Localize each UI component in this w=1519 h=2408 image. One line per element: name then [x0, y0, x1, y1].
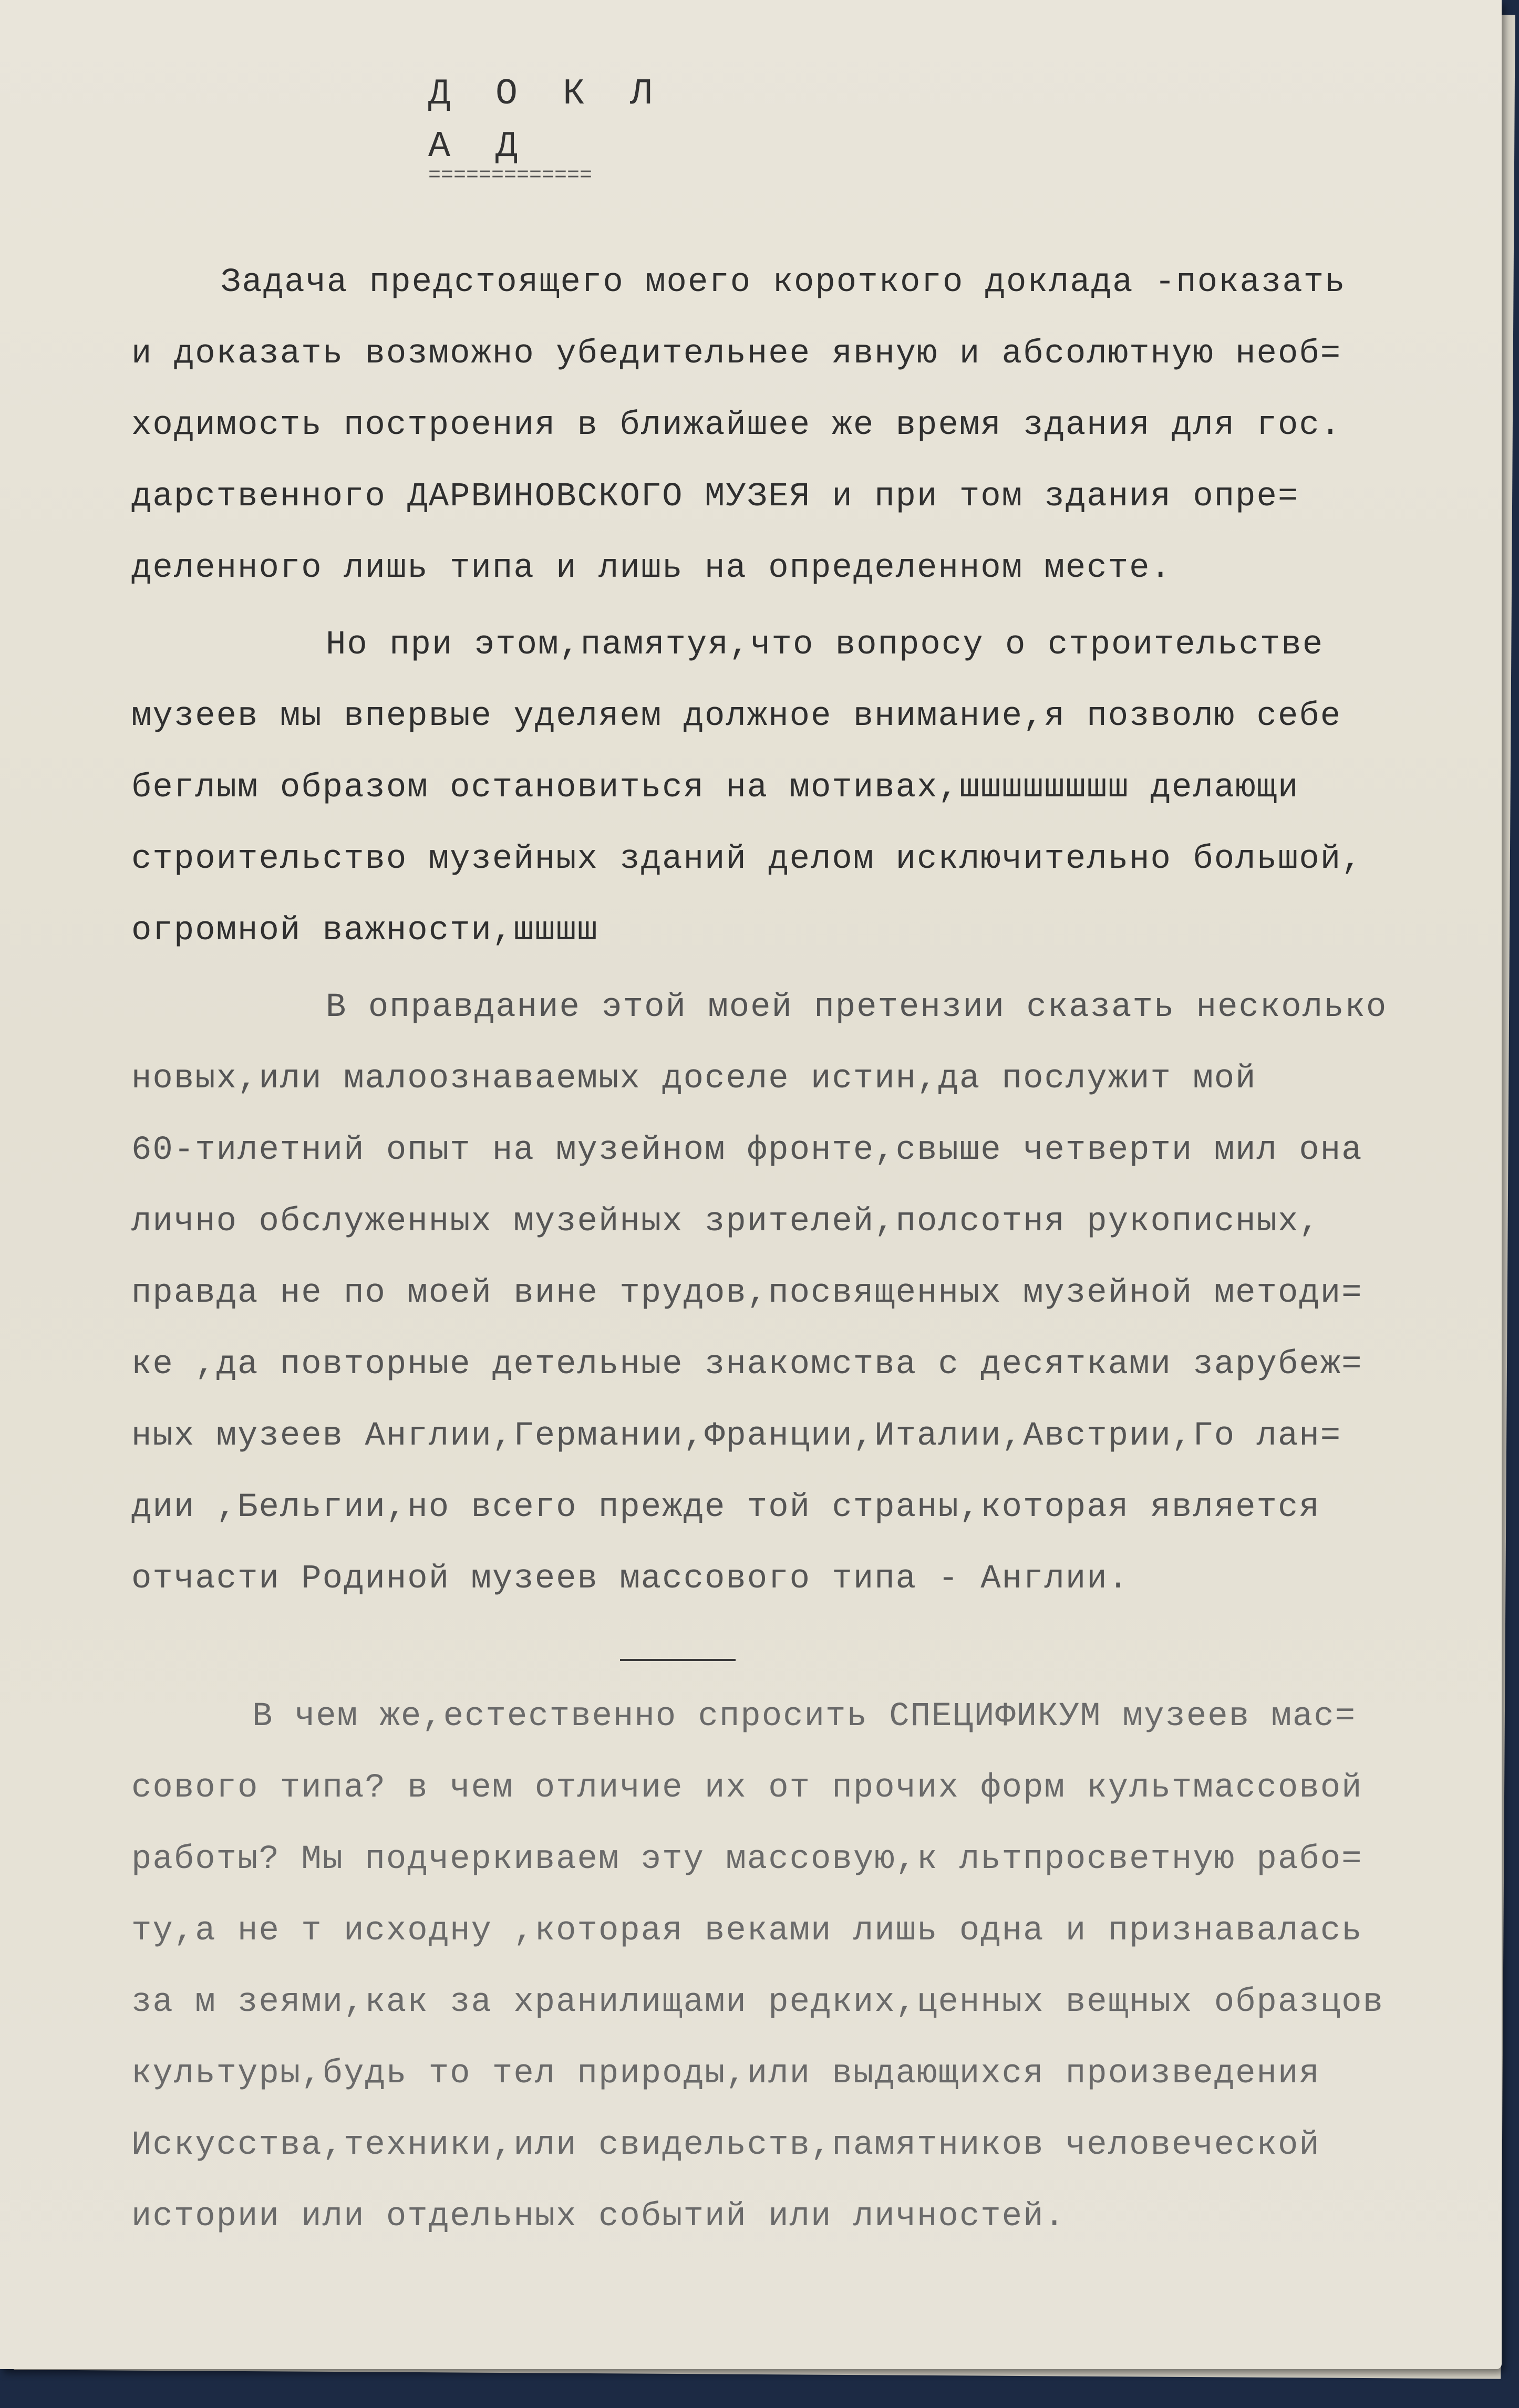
- paragraph-2: [131, 609, 1363, 967]
- title-underline: =============: [428, 168, 593, 184]
- text-line: Искусства,техники,или свидельств,памятников человеческой: [131, 2126, 1320, 2164]
- text-line: дарственного ДАРВИНОВСКОГО МУЗЕЯ и при том здания опре=: [131, 478, 1299, 516]
- text-line: культуры,будь то тел природы,или выдающихся произведения: [131, 2055, 1320, 2093]
- text-line: Но при этом,памятуя,что вопросу о строительстве: [326, 626, 1324, 664]
- text-line: ту,а не т исходну ,которая веками лишь одна и признавалась: [131, 1912, 1363, 1950]
- text-line: за м зеями,как за хранилищами редких,ценных вещных образцов: [131, 1984, 1384, 2021]
- paragraph-3: [131, 972, 1387, 1615]
- text-line: огромной важности,шшшш: [131, 912, 598, 950]
- text-line: и доказать возможно убедительнее явную и абсолютную необ=: [131, 335, 1342, 373]
- paragraph-1: [131, 247, 1346, 604]
- text-line: ке ,да повторные детельные знакомства с десятками зарубеж=: [131, 1346, 1363, 1384]
- text-line: дии ,Бельгии,но всего прежде той страны,которая является: [131, 1489, 1320, 1527]
- title-block: [428, 68, 691, 184]
- section-separator: [620, 1659, 736, 1661]
- text-line: деленного лишь типа и лишь на определенном месте.: [131, 549, 1172, 587]
- text-line: лично обслуженных музейных зрителей,полсотня рукописных,: [131, 1203, 1320, 1241]
- text-line: строительство музейных зданий делом исключительно большой,: [131, 840, 1363, 878]
- text-line: ных музеев Англии,Германии,Франции,Италии,Австрии,Го лан=: [131, 1417, 1342, 1455]
- text-line: отчасти Родиной музеев массового типа - Англии.: [131, 1560, 1130, 1598]
- text-line: работы? Мы подчеркиваем эту массовую,к льтпросветную рабо=: [131, 1841, 1363, 1878]
- text-line: В оправдание этой моей претензии сказать несколько: [326, 989, 1388, 1026]
- document-title: Д О К Л А Д: [428, 74, 664, 168]
- text-line: правда не по моей вине трудов,посвященных музейной методи=: [131, 1274, 1363, 1312]
- text-line: беглым образом остановиться на мотивах,шшшшшшшш делающи: [131, 769, 1299, 807]
- paragraph-4: [131, 1681, 1384, 2253]
- text-line: музеев мы впервые уделяем должное внимание,я позволю себе: [131, 698, 1342, 735]
- text-line: В чем же,естественно спросить СПЕЦИФИКУМ музеев мас=: [252, 1698, 1357, 1736]
- text-line: 60-тилетний опыт на музейном фронте,свыше четверти мил она: [131, 1132, 1363, 1169]
- text-line: Задача предстоящего моего короткого доклада -показать: [221, 264, 1346, 302]
- text-line: ходимость построения в ближайшее же время здания для гос.: [131, 407, 1342, 444]
- text-line: новых,или малоознаваемых доселе истин,да послужит мой: [131, 1060, 1257, 1098]
- text-line: истории или отдельных событий или личностей.: [131, 2198, 1066, 2236]
- text-line: сового типа? в чем отличие их от прочих форм культмассовой: [131, 1769, 1363, 1807]
